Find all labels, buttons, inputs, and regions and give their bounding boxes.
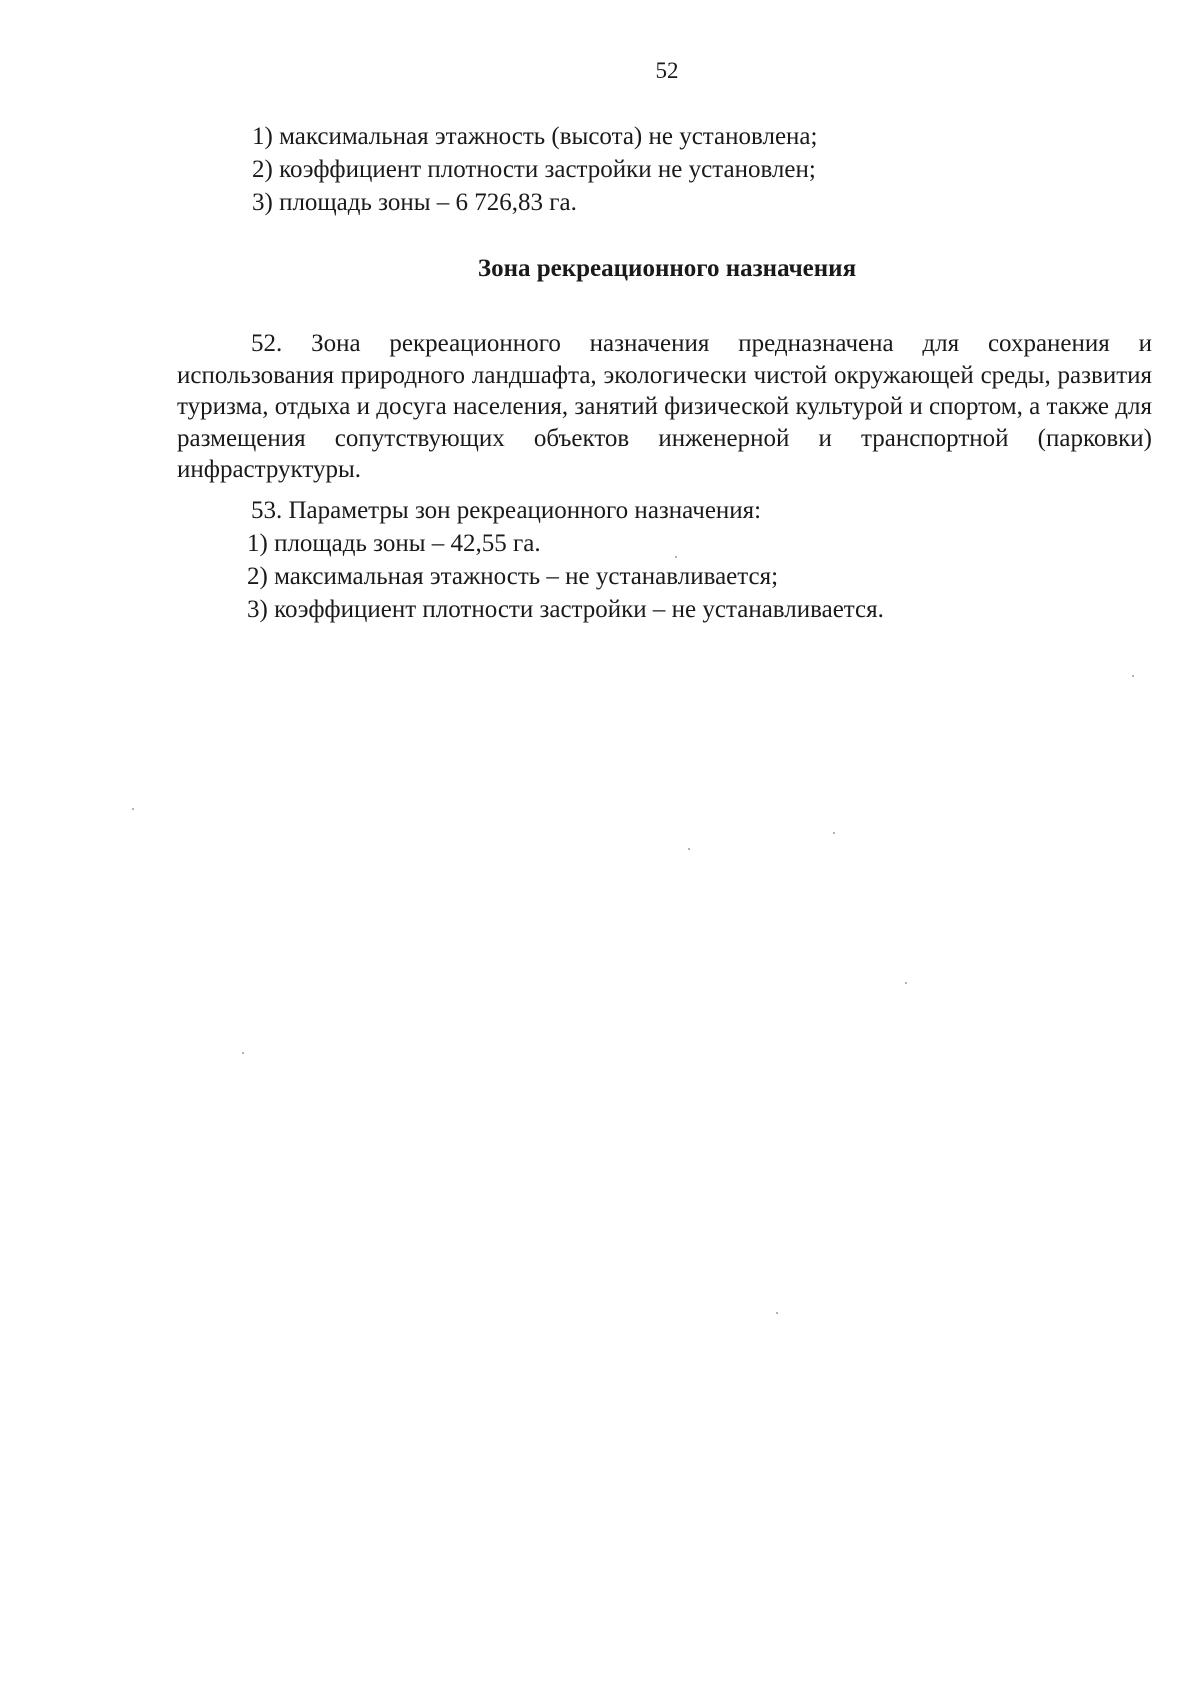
scan-speck	[905, 982, 907, 984]
list-item: 3) коэффициент плотности застройки – не устанавливается.	[247, 596, 884, 623]
paragraph-53: 53. Параметры зон рекреационного назначения:	[251, 497, 762, 524]
page-number: 52	[655, 58, 679, 83]
list-item: 2) коэффициент плотности застройки не установлен;	[252, 156, 816, 183]
paragraph-52: 52. Зона рекреационного назначения предназначена для сохранения и использования природного ландшафта, экологически чистой окружающей среды, развития туризма, отдыха и досуга населения, занятий физической культурой и спортом, а также для размещения сопутствующих объектов инженерной и транспортной (парковки) инфраструктуры.	[177, 330, 1152, 483]
scan-speck	[688, 848, 690, 850]
scan-speck	[242, 1052, 244, 1054]
scan-speck	[1132, 675, 1134, 677]
section-heading: Зона рекреационного назначения	[477, 255, 857, 282]
scan-speck	[132, 808, 134, 810]
list-item: 1) максимальная этажность (высота) не установлена;	[252, 123, 818, 150]
scan-speck	[776, 1312, 778, 1314]
list-item: 2) максимальная этажность – не устанавливается;	[247, 563, 779, 590]
scan-speck	[675, 556, 677, 558]
scan-speck	[833, 832, 835, 834]
list-item: 1) площадь зоны – 42,55 га.	[247, 530, 541, 557]
list-item: 3) площадь зоны – 6 726,83 га.	[252, 189, 577, 216]
